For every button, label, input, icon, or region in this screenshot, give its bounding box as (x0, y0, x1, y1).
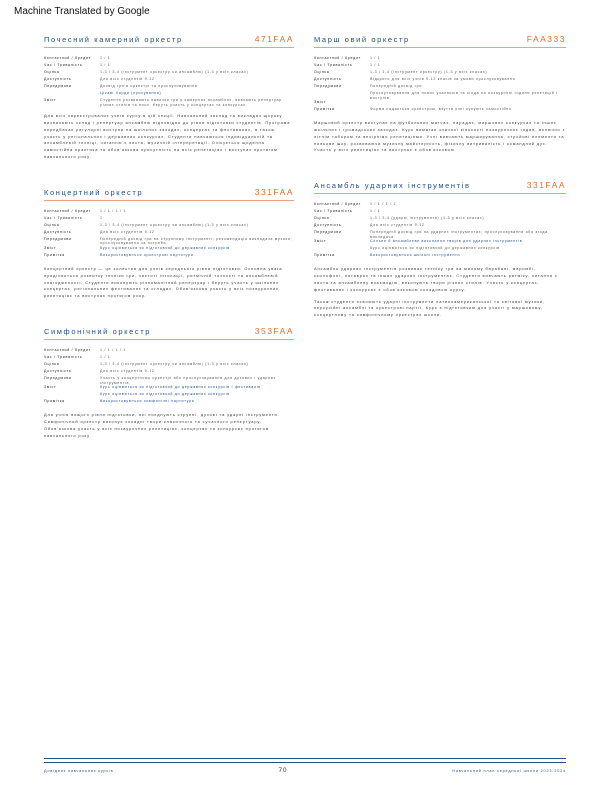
info-row (44, 91, 294, 98)
info-label: Передумови (314, 230, 342, 235)
info-value: Для всіх студентів 9-12 (100, 229, 155, 234)
info-label (44, 392, 100, 399)
info-value: Попередній досвід гри на струнному інструменті; рекомендація викладача музики; прослуховування за потреби (100, 236, 293, 246)
info-value: Попередній досвід гри на ударних інструментах; прослуховування або згода викладача (370, 230, 548, 239)
info-value: 1-3 / 3-4 (інструмент оркестру чи ансамблю) (1-3 у всіх класах) (100, 70, 249, 74)
course-header (44, 326, 294, 340)
info-label: Зміст (44, 98, 57, 102)
info-label: Передумови (44, 84, 72, 88)
info-row (314, 84, 566, 91)
course-info-table (314, 56, 566, 114)
course-code: 471FAA (254, 34, 294, 44)
info-value: 1-3 / 3-4 (інструмент оркестру) (1-3 у всіх класах) (370, 70, 488, 74)
info-label: Примітка (44, 252, 65, 257)
info-row (44, 98, 294, 107)
info-label: Зміст (314, 239, 327, 244)
info-row (314, 239, 566, 246)
info-value: 1 / 1 (100, 63, 111, 67)
info-row (314, 63, 566, 70)
info-row (314, 70, 566, 77)
info-value: 1 / 1 / 1 / 1 (100, 347, 127, 352)
course-description (44, 113, 294, 161)
course-info-table (44, 56, 294, 107)
info-value: Відкрито для всіх учнів 9-12 класів за умови прослуховування (370, 77, 516, 81)
machine-translation-banner: Machine Translated by Google (14, 6, 150, 17)
left-column (44, 34, 294, 444)
info-label: Контактний / Кредит (44, 56, 91, 60)
info-value: Використовуються оркестрові партитури (100, 252, 194, 257)
description-paragraph: Для всіх зареєстрованих учнів курсу в цій секції. Навчальний заклад та викладач щороку визначають склад і репертуар ансамблю відповідно до рівня підготовки студентів. Програма передбачає регулярні виступи на шкільних заходах, концертах та фестивалях, а також участь у регіональних і державних конкурсах. Студенти навчаються індивідуальній та ансамблевій техніці, читанню з листа, музичній інтерпретації. Очікується щоденна самостійна практика та обов'язкова присутність на всіх репетиціях і виступах протягом навчального року. (44, 113, 291, 159)
info-value: 1 / 1 (370, 56, 381, 60)
info-value: Прослуховування для нових учасників та згода на позаурочні години репетицій і виступів (370, 91, 558, 100)
info-label: Примітка (44, 399, 65, 404)
info-row (314, 216, 566, 223)
info-label (314, 246, 370, 253)
info-label: Зміст (44, 385, 57, 390)
course-section (44, 34, 294, 161)
course-header (314, 180, 566, 194)
info-row (44, 63, 294, 70)
info-label: Примітка (314, 107, 335, 112)
info-value: Цікаві Хорди (просування) (100, 91, 162, 95)
info-label: Час / Тривалість (314, 63, 353, 67)
course-code: FAA333 (526, 34, 566, 44)
info-value: 1-3 / 3-4 (ударні інструменти) (1-3 у всіх класах) (370, 216, 485, 221)
info-row (44, 209, 294, 216)
description-paragraph: Концертний оркестр — це колектив для учнів середнього рівня підготовки. Основна увага приділяється розвитку техніки гри, чистоті інтонації, ритмічній точності та ансамблевій злагодженості. Студенти виконують різноманітний репертуар і беруть участь у шкільних концертах, регіональних фестивалях та оглядах. Обов'язкова участь у всіх позаурочних репетиціях та виступах протягом року. (44, 265, 283, 299)
info-label: Контактний / Кредит (44, 347, 91, 352)
info-value: 1 (100, 215, 103, 220)
info-label: Контактний / Кредит (314, 202, 361, 207)
course-description (314, 120, 566, 154)
info-row (314, 246, 566, 253)
info-label: Доступність (314, 77, 342, 81)
info-value: Курс оцінюється як підготовчий до державних конкурсів (370, 246, 500, 251)
info-value: Використовуються шкільні інструменти (370, 253, 461, 258)
info-value: 1-3 / 3-4 (інструмент оркестру чи ансамблю) (1-3 у всіх класах) (100, 222, 249, 227)
course-section (314, 34, 566, 154)
footer-left-text: Довідник навчальних курсів (44, 768, 114, 773)
info-row (314, 202, 566, 209)
info-row (44, 392, 294, 399)
description-paragraph: Маршовий оркестр виступає на футбольних матчах, парадах, маршових конкурсах та інших шкільних і громадських заходах. Курс вимагає значної кількості позаурочних годин, включно з літнім табором та вечірніми репетиціями. Учні вивчають марширування, стройові елементи та польове шоу, розвиваючи музичну майстерність, фізичну витривалість і командний дух. Участь у всіх репетиціях та виступах є обов'язковою. (314, 120, 566, 153)
info-row (44, 348, 294, 355)
footer-rule-top (44, 758, 566, 759)
course-section (314, 180, 566, 319)
course-title: Концертний оркестр (44, 187, 144, 197)
info-row (314, 253, 566, 260)
info-label: Передумови (44, 375, 72, 380)
info-label: Передумови (44, 236, 72, 241)
info-label: Передумови (314, 84, 342, 88)
course-code: 353FAA (254, 325, 294, 336)
info-value: Курс оцінюється як підготовчий до державних конкурсів (100, 392, 230, 397)
page-number: 70 (278, 767, 288, 774)
info-value: Студенти розвивають навички гри у камерних ансамблях, вивчають репертуар різних стилів та епох, беруть участь у концертах та конкурсах. (100, 98, 282, 107)
info-value: Курс оцінюється як підготовчий до державних конкурсів і фестивалів (100, 385, 261, 390)
info-value: Використовуються симфонічні партитури (100, 399, 195, 404)
info-value: 1-3 / 3-4 (інструмент оркестру чи ансамблю) (1-3 у всіх класах) (100, 361, 249, 366)
info-label: Доступність (44, 77, 72, 81)
footer-right-text: Навчальний план середньої школи 2023-2024 (452, 768, 566, 773)
info-row (44, 230, 294, 237)
info-label: Контактний / Кредит (314, 56, 361, 60)
info-label: Зміст (314, 100, 327, 105)
info-row (314, 91, 566, 100)
info-label: Оцінка (44, 222, 60, 227)
description-paragraph: Також студенти освоюють ударні інструменти латиноамериканської та світової музики, перкусійні ансамблі та оркестрові партії. Курс є підготовчим для участі у маршовому, концертному та симфонічному оркестрах школи. (314, 298, 545, 318)
info-value: 1 / 1 / 1 / 1 (370, 202, 397, 207)
info-row (44, 376, 294, 385)
info-value: Досвід гри в оркестрі та прослуховування (100, 84, 198, 88)
info-label: Оцінка (44, 70, 60, 74)
course-title: Почесний камерний оркестр (44, 35, 183, 44)
info-row (44, 369, 294, 376)
info-row (44, 84, 294, 91)
course-description (314, 266, 566, 319)
info-value: Для всіх студентів 9-12 (100, 368, 155, 373)
course-title: Ансамбль ударних інструментів (314, 181, 471, 191)
info-row (314, 223, 566, 230)
info-label: Час / Тривалість (314, 209, 353, 214)
info-value (370, 100, 566, 107)
info-label: Час / Тривалість (44, 354, 83, 359)
info-value: 1 / 1 (100, 56, 111, 60)
info-label: Примітка (314, 253, 335, 258)
info-label: Доступність (314, 223, 342, 228)
info-value: Участь у концертному оркестрі або прослуховування для духових і ударних інструментів (100, 375, 276, 385)
info-value: Для всіх студентів 9-12 (370, 223, 425, 228)
footer-rule-bottom (44, 762, 566, 763)
course-title: Симфонічний оркестр (44, 326, 152, 336)
course-description (44, 412, 294, 439)
info-row (44, 399, 294, 406)
info-row (44, 253, 294, 260)
course-code: 331FAA (526, 180, 566, 191)
info-row (44, 246, 294, 253)
course-section (44, 187, 294, 300)
info-label: Контактний / Кредит (44, 208, 91, 213)
info-row (44, 237, 294, 246)
course-header (44, 34, 294, 48)
info-value: Для всіх студентів 9-12 (100, 77, 155, 81)
info-label: Оцінка (44, 361, 60, 366)
description-paragraph: Ансамбль ударних інструментів розвиває техніку гри на малому барабані, маримбі, ксилофоні, литаврах та інших ударних інструментах. Студенти вивчають ритміку, читання з листа та ансамблеву взаємодію, виконують твори різних стилів. Участь у концертах, фестивалях і конкурсах є обов'язковою складовою курсу. (314, 266, 558, 292)
info-value: 1 / 1 (370, 209, 381, 214)
info-row (314, 56, 566, 63)
info-label: Доступність (44, 368, 72, 373)
course-info-table (314, 202, 566, 260)
info-value: Сольне й ансамблеве виконання творів для ударних інструментів (370, 239, 523, 244)
info-row (44, 70, 294, 77)
course-header (44, 187, 294, 201)
info-value: 1 / 1 (100, 354, 111, 359)
info-label: Доступність (44, 229, 72, 234)
info-value: 1 / 1 / 1 / 1 (100, 208, 127, 213)
course-section (44, 326, 294, 439)
page-footer (44, 767, 566, 774)
info-value: 1 / 1 (370, 63, 381, 67)
info-label (314, 91, 370, 100)
course-info-table (44, 348, 294, 406)
info-label: Зміст (44, 245, 57, 250)
description-paragraph: Для учнів вищого рівня підготовки, які поєднують струнні, духові та ударні інструменти. Симфонічний оркестр виконує складні твори класичного та сучасного репертуару. Обов'язкова участь у всіх позаурочних репетиціях, концертах та конкурсах протягом навчального року. (44, 412, 280, 438)
info-label (44, 91, 100, 98)
course-title: Марш овий оркестр (314, 35, 410, 44)
info-row (44, 77, 294, 84)
info-label: Час / Тривалість (44, 63, 83, 67)
info-label: Оцінка (314, 70, 330, 74)
info-row (44, 385, 294, 392)
info-row (44, 362, 294, 369)
right-column (314, 34, 566, 324)
course-description (44, 266, 294, 300)
course-code: 331FAA (254, 186, 294, 197)
info-value: Попередній досвід гри (370, 84, 423, 88)
course-info-table (44, 209, 294, 260)
info-row (314, 209, 566, 216)
info-row (314, 100, 566, 107)
info-row (44, 223, 294, 230)
info-row (314, 230, 566, 239)
info-value: Курс оцінюється як підготовчий до державних конкурсів (100, 245, 230, 250)
info-row (314, 77, 566, 84)
info-row (314, 107, 566, 114)
course-header (314, 34, 566, 48)
info-row (44, 56, 294, 63)
info-label: Оцінка (314, 216, 330, 221)
info-row (44, 216, 294, 223)
info-label: Час / Тривалість (44, 215, 83, 220)
info-value: Форма надається оркестром, взуття учні купують самостійно (370, 107, 512, 112)
info-row (44, 355, 294, 362)
